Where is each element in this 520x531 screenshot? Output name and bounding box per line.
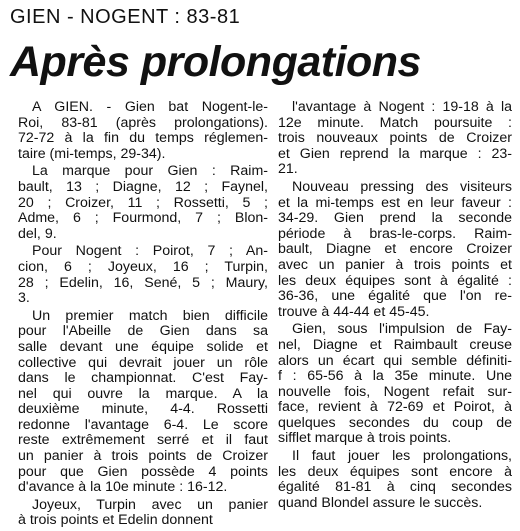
article-paragraph (18, 498, 268, 529)
text-line: Nouveau pressing des visiteurs (292, 179, 512, 195)
text-line: cion, 6 ; Joyeux, 16 ; Turpin, (18, 259, 268, 275)
text-line: 36-36, une égalité que l'on re- (278, 289, 512, 305)
article-paragraph (18, 309, 268, 496)
article-paragraph (18, 100, 268, 162)
right-column (278, 100, 512, 511)
text-line: quelques secondes du coup de (278, 415, 512, 431)
article-kicker: GIEN - NOGENT : 83-81 (10, 6, 241, 28)
text-line: nouvelle fois, Nogent refait sur- (278, 384, 512, 400)
article-paragraph (18, 244, 268, 306)
text-line: à trois points et Edelin donnent (18, 513, 213, 529)
text-line: nel, Diagne et Raimbault creuse (278, 337, 512, 353)
text-line: 21. (278, 162, 298, 178)
text-line: Adme, 6 ; Fourmond, 7 ; Blon- (18, 211, 268, 227)
text-line: deuxième minute, 4-4. Rossetti (18, 402, 268, 418)
text-line: redonne l'avantage 6-4. Le score (18, 417, 268, 433)
text-line: avec un panier à trois points et (278, 257, 512, 273)
text-line: les deux équipes sont encore à (278, 464, 512, 480)
article-paragraph (278, 322, 512, 447)
left-column (18, 100, 268, 529)
text-line: A GIEN. - Gien bat Nogent-le- (32, 100, 268, 115)
text-line: pour l'Abeille de Gien dans sa (18, 324, 268, 340)
text-line: d'avance à la 10e minute : 16-12. (18, 480, 228, 496)
text-line: Il faut jouer les prolongations, (292, 449, 512, 465)
text-line: La marque pour Gien : Raim- (32, 164, 268, 180)
text-line: période à bras-le-corps. Raim- (278, 226, 512, 242)
text-line: alors un écart qui semble définiti- (278, 353, 512, 369)
text-line: Roi, 83-81 (après prolongations). (18, 115, 268, 131)
text-line: quand Blondel assure le succès. (278, 495, 483, 511)
text-line: Joyeux, Turpin avec un panier (32, 497, 268, 513)
article-paragraph (278, 180, 512, 320)
text-line: pour que Gien possède 4 points (18, 464, 268, 480)
text-line: reste extrêmement serré et il faut (18, 433, 268, 449)
text-line: f : 65-56 à la 35e minute. Une (278, 369, 512, 385)
text-line: dans le championnat. C'est Fay- (18, 371, 268, 387)
text-line: trouve à 44-44 et 45-45. (278, 304, 430, 320)
text-line: et la mi-temps est en leur faveur : (278, 195, 512, 211)
text-line: bault, Diagne et encore Croizer (278, 242, 512, 258)
text-line: sifflet marque à trois points. (278, 431, 452, 447)
article-headline: Après prolongations (10, 38, 421, 86)
text-line: taire (mi-temps, 29-34). (18, 146, 166, 162)
text-line: 3. (18, 291, 30, 307)
text-line: del, 9. (18, 226, 57, 242)
text-line: 28 ; Edelin, 16, Sené, 5 ; Maury, (18, 275, 268, 291)
text-line: Gien, sous l'impulsion de Fay- (292, 322, 512, 338)
text-line: face, revient à 72-69 et Poirot, à (278, 400, 512, 416)
text-line: trois nouveaux points de Croizer (278, 131, 512, 147)
text-line: nel qui ouvre la marque. A la (18, 386, 268, 402)
article-paragraph (278, 100, 512, 178)
text-line: 34-29. Gien prend la seconde (278, 211, 512, 227)
text-line: 12e minute. Match poursuite : (278, 115, 512, 131)
text-line: égalité 81-81 à cinq secondes (278, 480, 512, 496)
text-line: Un premier match bien difficile (32, 308, 268, 324)
text-line: un panier à trois points de Croizer (18, 449, 268, 465)
text-line: les deux équipes sont à égalité : (278, 273, 512, 289)
text-line: Pour Nogent : Poirot, 7 ; An- (32, 244, 268, 260)
text-line: salle devant une équipe solide et (18, 339, 268, 355)
text-line: l'avantage à Nogent : 19-18 à la (292, 100, 512, 115)
article-paragraph (278, 449, 512, 511)
text-line: et Gien reprend la marque : 23- (278, 146, 512, 162)
text-line: collective qui devrait jouer un rôle (18, 355, 268, 371)
text-line: 72-72 à la fin du temps réglemen- (18, 131, 268, 147)
text-line: 20 ; Croizer, 11 ; Rossetti, 5 ; (18, 195, 268, 211)
text-line: bault, 13 ; Diagne, 12 ; Faynel, (18, 179, 268, 195)
article-paragraph (18, 164, 268, 242)
